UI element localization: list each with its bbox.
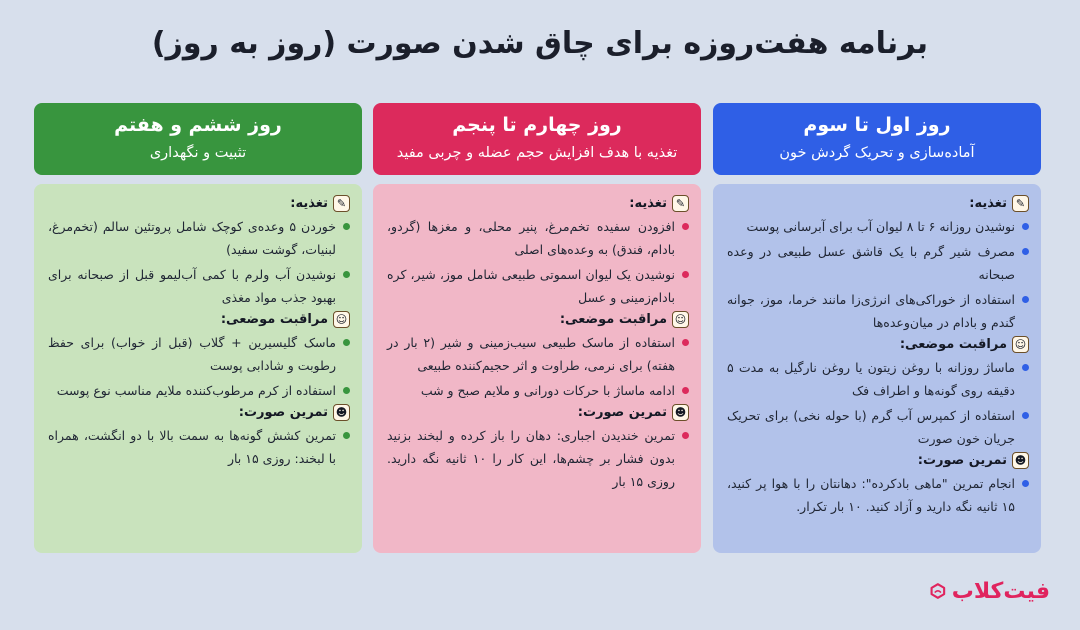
list-item: استفاده از کرم مرطوب‌کننده ملایم مناسب نوع پوست <box>48 379 350 402</box>
face-exercise-icon: ☻ <box>1012 452 1029 469</box>
list-item: افزودن سفیده تخم‌مرغ، پنیر محلی، و مغزها (گردو، بادام، فندق) به وعده‌های اصلی <box>387 215 689 261</box>
list-item: استفاده از کمپرس آب گرم (با حوله نخی) برای تحریک جریان خون صورت <box>727 404 1029 450</box>
list-item: ادامه ماساژ با حرکات دورانی و ملایم صبح و شب <box>387 379 689 402</box>
column-subtitle: تغذیه با هدف افزایش حجم عضله و چربی مفید <box>396 145 678 161</box>
face-mask-icon: ☺ <box>1012 336 1029 353</box>
section-heading <box>387 404 689 421</box>
column-subtitle: تثبیت و نگهداری <box>149 145 247 161</box>
column-title: روز اول تا سوم <box>803 114 951 136</box>
column-header <box>34 103 362 175</box>
column-body <box>713 184 1041 553</box>
list-item: ماسک گلیسیرین + گلاب (قبل از خواب) برای حفظ رطوبت و شادابی پوست <box>48 331 350 377</box>
diet-icon: ✎ <box>672 195 689 212</box>
brand-name: فیت‌کلاب <box>951 578 1050 604</box>
section-heading <box>48 195 350 212</box>
column-header <box>373 103 701 175</box>
section-label: تغذیه: <box>969 196 1007 211</box>
diet-icon: ✎ <box>1012 195 1029 212</box>
column-title: روز چهارم تا پنجم <box>452 114 622 136</box>
column-header <box>713 103 1041 175</box>
list-item: نوشیدن آب ولرم با کمی آب‌لیمو قبل از صبحانه برای بهبود جذب مواد مغذی <box>48 263 350 309</box>
section-label: تغذیه: <box>629 196 667 211</box>
face-exercise-icon: ☻ <box>333 404 350 421</box>
list-item: ماساژ روزانه با روغن زیتون یا روغن نارگیل به مدت ۵ دقیقه روی گونه‌ها و اطراف فک <box>727 356 1029 402</box>
section-heading <box>727 195 1029 212</box>
brand-hexagon-icon <box>930 576 946 606</box>
section-heading <box>727 452 1029 469</box>
section-heading <box>48 311 350 328</box>
list-item: استفاده از ماسک طبیعی سیب‌زمینی و شیر (۲ بار در هفته) برای نرمی، طراوت و اثر حجیم‌کننده طبیعی <box>387 331 689 377</box>
list-item: انجام تمرین "ماهی بادکرده": دهانتان را با هوا پر کنید، ۱۵ ثانیه نگه دارید و آزاد کنید. ۱۰ بار تکرار. <box>727 472 1029 518</box>
face-exercise-icon: ☻ <box>672 404 689 421</box>
section-label: تمرین صورت: <box>577 405 667 420</box>
column-body <box>373 184 701 553</box>
section-label: تمرین صورت: <box>238 405 328 420</box>
column-subtitle: آماده‌سازی و تحریک گردش خون <box>779 145 975 161</box>
list-item: مصرف شیر گرم با یک قاشق عسل طبیعی در وعده صبحانه <box>727 240 1029 286</box>
section-label: تغذیه: <box>290 196 328 211</box>
brand-logo <box>930 574 1050 608</box>
column-body <box>34 184 362 553</box>
list-item: استفاده از خوراکی‌های انرژی‌زا مانند خرما، موز، جوانه گندم و بادام در میان‌وعده‌ها <box>727 288 1029 334</box>
section-heading <box>387 311 689 328</box>
page-title: برنامه هفت‌روزه برای چاق شدن صورت (روز به روز) <box>151 26 929 61</box>
list-item: تمرین خندیدن اجباری: دهان را باز کرده و لبخند بزنید بدون فشار بر چشم‌ها، این کار را ۱۰ ثانیه نگه دارید. روزی ۱۵ بار <box>387 424 689 493</box>
list-item: تمرین کشش گونه‌ها به سمت بالا با دو انگشت، همراه با لبخند: روزی ۱۵ بار <box>48 424 350 470</box>
section-heading <box>387 195 689 212</box>
section-label: مراقبت موضعی: <box>559 312 667 327</box>
list-item: نوشیدن یک لیوان اسموتی طبیعی شامل موز، شیر، کره بادام‌زمینی و عسل <box>387 263 689 309</box>
diet-icon: ✎ <box>333 195 350 212</box>
face-mask-icon: ☺ <box>672 311 689 328</box>
section-heading <box>727 336 1029 353</box>
section-label: مراقبت موضعی: <box>220 312 328 327</box>
section-heading <box>48 404 350 421</box>
section-label: تمرین صورت: <box>917 453 1007 468</box>
list-item: نوشیدن روزانه ۶ تا ۸ لیوان آب برای آبرسانی پوست <box>727 215 1029 238</box>
section-label: مراقبت موضعی: <box>899 337 1007 352</box>
list-item: خوردن ۵ وعده‌ی کوچک شامل پروتئین سالم (تخم‌مرغ، لبنیات، گوشت سفید) <box>48 215 350 261</box>
column-title: روز ششم و هفتم <box>114 114 282 136</box>
face-mask-icon: ☺ <box>333 311 350 328</box>
